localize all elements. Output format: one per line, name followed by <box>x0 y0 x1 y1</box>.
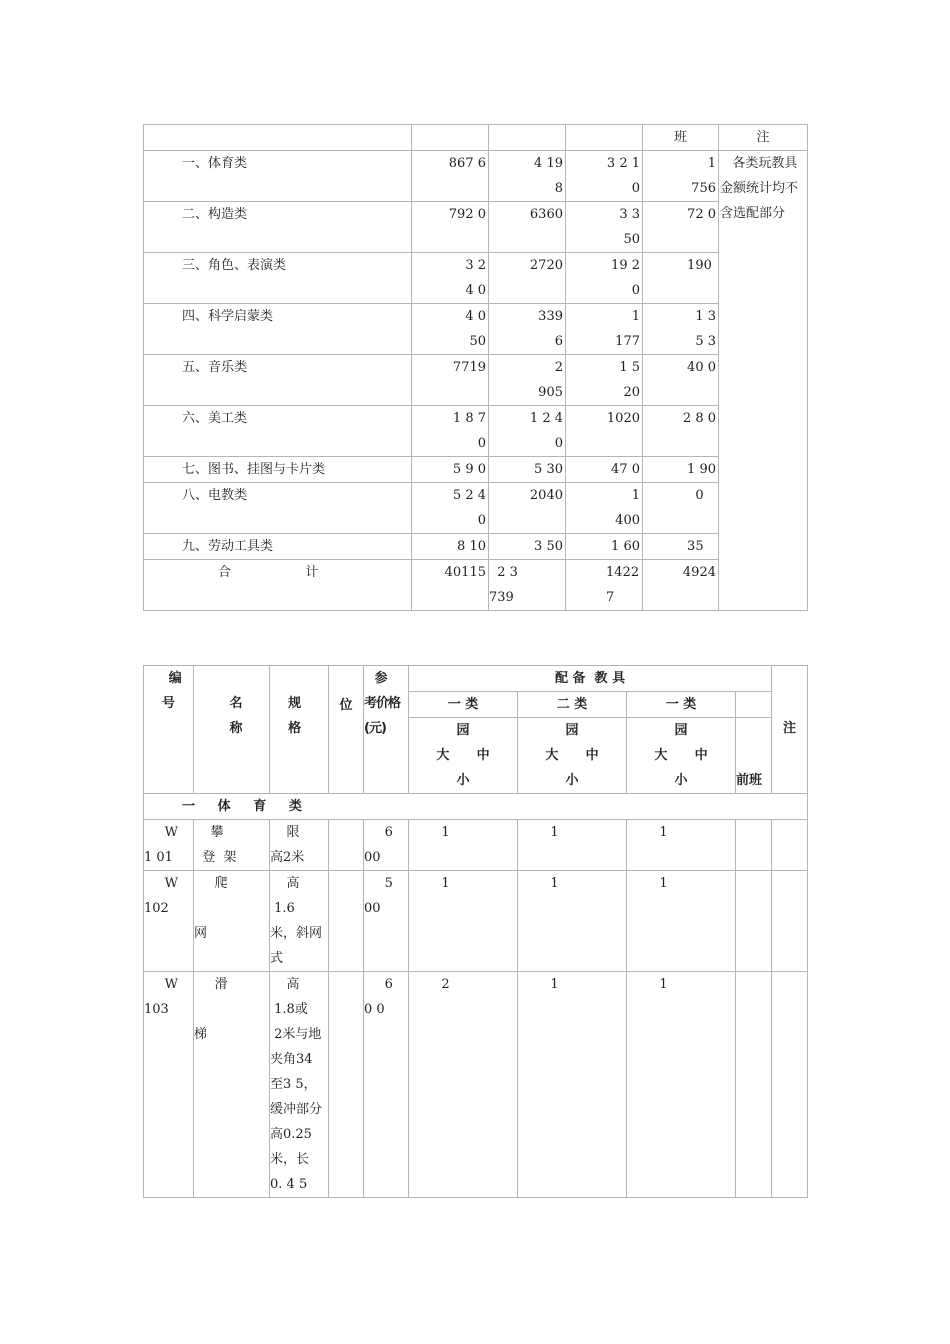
header-kindergarten: 园 大 中 小 <box>409 718 518 794</box>
value-cell: 1 8 7 0 <box>412 406 489 457</box>
table-row <box>144 202 808 253</box>
value-cell: 867 6 <box>412 151 489 202</box>
value-cell: 40 0 <box>643 355 719 406</box>
item-number: W 1 01 <box>144 820 194 871</box>
value-cell: 190 <box>643 253 719 304</box>
value-cell: 3 3 50 <box>566 202 643 253</box>
note-cell: 各类玩教具金额统计均不含选配部分 <box>719 151 808 611</box>
category-name: 七、图书、挂图与卡片类 <box>144 457 412 483</box>
header-unit <box>329 666 364 794</box>
value-cell: 1 400 <box>566 483 643 534</box>
header-note: 注 <box>772 666 808 794</box>
item-preschool <box>736 820 772 871</box>
category-name: 五、音乐类 <box>144 355 412 406</box>
header-cell <box>489 125 566 151</box>
item-name: 攀 登 架 <box>194 820 270 871</box>
table-row <box>144 457 808 483</box>
value-cell: 1 3 5 3 <box>643 304 719 355</box>
category-name: 三、角色、表演类 <box>144 253 412 304</box>
value-cell: 2 905 <box>489 355 566 406</box>
value-cell: 8 10 <box>412 534 489 560</box>
header-kindergarten: 园 大 中 小 <box>518 718 627 794</box>
item-qty-class-3: 1 <box>627 972 736 1198</box>
item-price: 6 00 <box>364 820 409 871</box>
value-cell: 4924 <box>643 560 719 611</box>
table-row <box>144 534 808 560</box>
value-cell: 1 2 4 0 <box>489 406 566 457</box>
value-cell: 4 19 8 <box>489 151 566 202</box>
table-row <box>144 871 808 972</box>
table-row <box>144 406 808 457</box>
table-row <box>144 820 808 871</box>
value-cell: 5 30 <box>489 457 566 483</box>
item-price: 6 0 0 <box>364 972 409 1198</box>
value-cell: 3 50 <box>489 534 566 560</box>
value-cell: 72 0 <box>643 202 719 253</box>
item-qty-class-1: 1 <box>409 871 518 972</box>
header-price: 参 考价格 (元) <box>364 666 409 794</box>
value-cell: 1 5 20 <box>566 355 643 406</box>
header-cell-class: 班 <box>643 125 719 151</box>
value-cell: 2 8 0 <box>643 406 719 457</box>
value-cell: 47 0 <box>566 457 643 483</box>
header-preschool: 前班 <box>736 718 772 794</box>
item-note <box>772 871 808 972</box>
header-spec: 规 格 <box>270 666 329 794</box>
item-price: 5 00 <box>364 871 409 972</box>
header-number: 编 号 <box>144 666 194 794</box>
value-cell: 3 2 1 0 <box>566 151 643 202</box>
value-cell: 4 0 50 <box>412 304 489 355</box>
header-kindergarten: 园 大 中 小 <box>627 718 736 794</box>
header-equipment: 配 备 教 具 <box>409 666 772 692</box>
value-cell: 19 2 0 <box>566 253 643 304</box>
item-qty-class-1: 1 <box>409 820 518 871</box>
item-qty-class-2: 1 <box>518 871 627 972</box>
header-class-1: 一 类 <box>409 692 518 718</box>
table-row <box>144 253 808 304</box>
header-empty <box>736 692 772 718</box>
item-qty-class-1: 2 <box>409 972 518 1198</box>
value-cell: 7719 <box>412 355 489 406</box>
value-cell: 35 <box>643 534 719 560</box>
item-spec: 高 1.8或 2米与地 夹角34 至3 5， 缓冲部分 高0.25 米，长 0. 4 5 <box>270 972 329 1198</box>
equipment-table <box>143 665 808 1198</box>
item-unit <box>329 972 364 1198</box>
value-cell: 6360 <box>489 202 566 253</box>
header-name: 名 称 <box>194 666 270 794</box>
category-name: 二、构造类 <box>144 202 412 253</box>
equipment-header-row <box>144 666 808 692</box>
item-qty-class-3: 1 <box>627 871 736 972</box>
item-name: 滑 梯 <box>194 972 270 1198</box>
item-spec: 高 1.6 米，斜网 式 <box>270 871 329 972</box>
category-name: 八、电教类 <box>144 483 412 534</box>
table-row <box>144 304 808 355</box>
table-row <box>144 972 808 1198</box>
table-row <box>144 355 808 406</box>
value-cell: 0 <box>643 483 719 534</box>
value-cell: 2720 <box>489 253 566 304</box>
item-qty-class-3: 1 <box>627 820 736 871</box>
section-title: 一 体 育 类 <box>144 794 808 820</box>
value-cell: 2 3 739 <box>489 560 566 611</box>
header-class-2: 二 类 <box>518 692 627 718</box>
item-unit <box>329 871 364 972</box>
summary-table <box>143 124 808 611</box>
total-row <box>144 560 808 611</box>
section-row <box>144 794 808 820</box>
header-class-3: 一 类 <box>627 692 736 718</box>
value-cell: 1422 7 <box>566 560 643 611</box>
category-name: 一、体育类 <box>144 151 412 202</box>
value-cell: 2040 <box>489 483 566 534</box>
header-cell <box>412 125 489 151</box>
table-row <box>144 151 808 202</box>
item-preschool <box>736 972 772 1198</box>
value-cell: 792 0 <box>412 202 489 253</box>
value-cell: 1 90 <box>643 457 719 483</box>
table-row <box>144 483 808 534</box>
value-cell: 5 9 0 <box>412 457 489 483</box>
value-cell: 1 60 <box>566 534 643 560</box>
total-label: 合 计 <box>144 560 412 611</box>
item-number: W 102 <box>144 871 194 972</box>
item-note <box>772 820 808 871</box>
category-name: 九、劳动工具类 <box>144 534 412 560</box>
value-cell: 3 2 4 0 <box>412 253 489 304</box>
item-note <box>772 972 808 1198</box>
value-cell: 1020 <box>566 406 643 457</box>
item-qty-class-2: 1 <box>518 820 627 871</box>
header-cell <box>144 125 412 151</box>
value-cell: 1 177 <box>566 304 643 355</box>
category-name: 六、美工类 <box>144 406 412 457</box>
item-preschool <box>736 871 772 972</box>
value-cell: 1 756 <box>643 151 719 202</box>
header-cell <box>566 125 643 151</box>
item-name: 爬 网 <box>194 871 270 972</box>
category-name: 四、科学启蒙类 <box>144 304 412 355</box>
item-spec: 限 高2米 <box>270 820 329 871</box>
item-qty-class-2: 1 <box>518 972 627 1198</box>
value-cell: 5 2 4 0 <box>412 483 489 534</box>
header-unit-text: 位 <box>339 698 353 713</box>
item-unit <box>329 820 364 871</box>
item-number: W 103 <box>144 972 194 1198</box>
value-cell: 339 6 <box>489 304 566 355</box>
summary-header-row <box>144 125 808 151</box>
value-cell: 40115 <box>412 560 489 611</box>
header-cell-note: 注 <box>719 125 808 151</box>
